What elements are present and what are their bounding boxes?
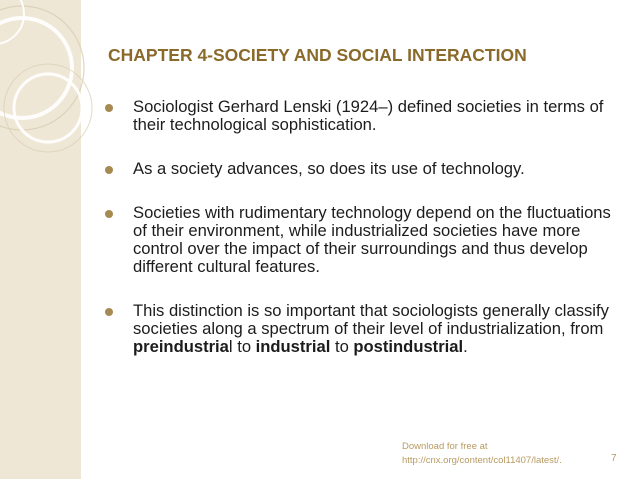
footer-line-2[interactable]: http://cnx.org/content/col11407/latest/. <box>402 455 562 466</box>
bullet-text: As a society advances, so does its use of technology. <box>133 159 525 178</box>
bullet-text-segment: This distinction is so important that sociologists generally classify societies along a spectrum of their level of industrialization, from <box>133 301 609 338</box>
footer-line-1: Download for free at <box>402 441 488 452</box>
bullet-item <box>104 204 624 276</box>
bullet-dot-icon <box>105 166 113 174</box>
bullet-item <box>104 160 624 178</box>
bold-term-industrial: industrial <box>255 337 331 356</box>
bullet-text: Societies with rudimentary technology depend on the fluctuations of their environment, while industrialized societies have more control over the impact of their surroundings and thus develop different cultural features. <box>133 203 611 276</box>
bullet-dot-icon <box>105 308 113 316</box>
page-number: 7 <box>611 453 617 464</box>
bullet-dot-icon <box>105 104 113 112</box>
bullet-text-segment: l to <box>228 337 256 356</box>
bold-term-preindustrial: preindustria <box>133 337 229 356</box>
bullet-text <box>133 301 609 356</box>
bullet-item <box>104 302 624 356</box>
bullet-text-segment: . <box>463 337 468 356</box>
footer-source-link[interactable] <box>402 440 602 468</box>
slide-title: CHAPTER 4-SOCIETY AND SOCIAL INTERACTION <box>108 45 527 65</box>
bullet-text: Sociologist Gerhard Lenski (1924–) defined societies in terms of their technological sophistication. <box>133 97 604 134</box>
bold-term-postindustrial: postindustrial <box>353 337 464 356</box>
bullet-list <box>104 98 624 356</box>
bullet-text-segment: to <box>330 337 354 356</box>
bullet-item <box>104 98 624 134</box>
bullet-dot-icon <box>105 210 113 218</box>
